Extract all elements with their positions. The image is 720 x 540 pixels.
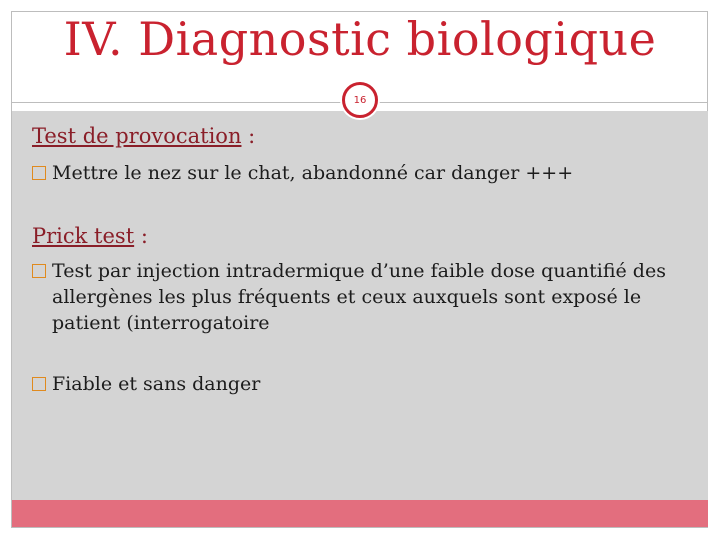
heading-suffix: : [134, 224, 148, 248]
section-heading-prick-test [32, 224, 148, 249]
bullet-item [32, 160, 692, 186]
square-bullet-icon [32, 166, 46, 180]
slide-number: 16 [353, 94, 367, 106]
section-heading-provocation [32, 124, 255, 149]
heading-suffix: : [241, 124, 256, 148]
heading-text: Test de provocation [32, 124, 242, 148]
bullet-text: Fiable et sans danger [52, 373, 261, 395]
bullet-item [32, 258, 692, 337]
heading-text: Prick test [32, 224, 135, 248]
footer-bar [12, 500, 708, 527]
slide-number-badge [342, 82, 378, 118]
square-bullet-icon [32, 264, 46, 278]
slide-title: IV. Diagnostic biologique [63, 12, 657, 66]
square-bullet-icon [32, 377, 46, 391]
bullet-text: Mettre le nez sur le chat, abandonné car danger +++ [52, 162, 574, 184]
bullet-text: Test par injection intradermique d’une faible dose quantifié des allergènes les plus fréquents et ceux auxquels sont exposé le patient (interrogatoire [52, 260, 666, 335]
bullet-item [32, 371, 692, 397]
